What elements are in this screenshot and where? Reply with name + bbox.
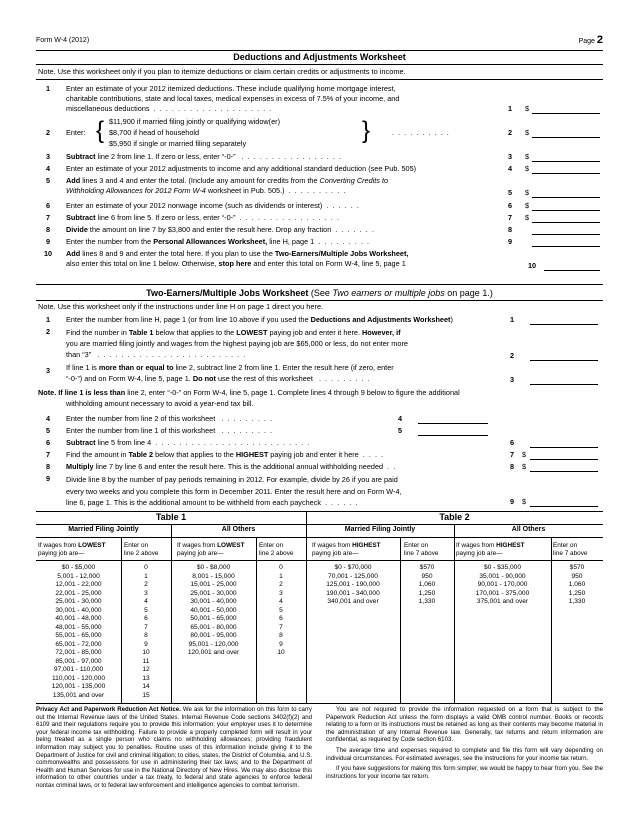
table-cell-range: 340,001 and over — [327, 598, 379, 605]
t2-mfj-values — [400, 564, 454, 700]
ded-line-8-field[interactable] — [532, 225, 600, 235]
table-cell-range: 65,001 - 72,000 — [55, 640, 102, 648]
table-cell-range: 375,001 and over — [476, 598, 529, 605]
t1-mfj-heading: Married Filing Jointly — [68, 526, 139, 533]
table-cell-range: 25,001 - 30,000 — [55, 598, 102, 605]
paperwork-notice: You are not required to provide the information requested on a form that is subject to the Paperwork Reduction Act unless the form displays a valid OMB control number. Books or records relating to a form or its instructions must be retained as long as their contents may become material in the administration of any Internal Revenue law. Generally, tax returns and return information are confidential, as required by Code section 6103. The average time and expenses required to complete and file this form will vary depending on individual circumstances. For estimated averages, see the instructions for your income tax return. If you have suggestions for making this form simpler, we would be happy to hear from you. See the instructions for your income tax return. — [326, 706, 603, 780]
table-cell-range: 12,001 - 22,000 — [55, 581, 102, 588]
two-note-2: Note. If line 1 is less than line 2, enter “-0-” on Form W-4, line 5, page 1. Complete lines 4 through 9 below to figure the additional withholding amount necessary to avoid a year-end tax bill. — [38, 388, 460, 408]
t1-oth-values — [256, 564, 306, 700]
table-cell-range: 135,001 and over — [52, 691, 105, 699]
table-cell-range: 120,001 - 135,000 — [51, 683, 106, 690]
table-cell-range: 50,001 - 65,000 — [190, 615, 237, 622]
two-line-7-field[interactable] — [530, 450, 598, 460]
table-cell-value: 1,060 — [568, 581, 586, 588]
two-line-9-field[interactable] — [530, 497, 598, 507]
table-cell-value: $570 — [419, 564, 435, 571]
table-cell-range: 190,001 - 340,000 — [326, 589, 380, 597]
table-cell-value: 7 — [144, 623, 148, 631]
two-line-6-field[interactable] — [530, 438, 598, 448]
table-cell-value: 9 — [279, 640, 283, 648]
t1-mfj-enter-header: Enter on line 2 above — [124, 542, 159, 557]
table-cell-range: 110,001 - 120,000 — [51, 674, 106, 682]
table-cell-value: 2 — [279, 581, 283, 588]
ded-line-1: 1 Enter an estimate of your 2012 itemized deductions. These include qualifying home mortgage interest, charitable contributions, state and local taxes, medical expenses in excess of 7.5% of your income, and miscellaneous deductions . . . . . . . . . . . . . . . . . . . . 1 $ — [36, 84, 603, 114]
table-cell-value: 1,060 — [418, 581, 436, 588]
t2-oth-enter-header: Enter on line 7 above — [553, 542, 588, 557]
table-cell-range: 70,001 - 125,000 — [328, 572, 378, 580]
t2-mfj-enter-header: Enter on line 7 above — [404, 542, 439, 557]
footer-rule — [36, 703, 603, 704]
section-rule — [36, 284, 603, 285]
ded-line-2: 2 Enter: { $11,900 if married filing jointly or qualifying widow(er) $8,700 if head of household $5,950 if single or married filing separately } . . . . . . . . . . 2 $ — [36, 116, 603, 150]
deductions-note: Note. Use this worksheet only if you plan to itemize deductions or claim certain credits or adjustments to income. — [38, 67, 406, 76]
table-cell-range: 95,001 - 120,000 — [188, 640, 239, 648]
two-line-1-field[interactable] — [530, 315, 598, 325]
table-cell-value: 12 — [142, 666, 150, 673]
table-cell-range: 30,001 - 40,000 — [190, 598, 237, 605]
form-name: Form W-4 (2012) — [36, 37, 90, 44]
ded-line-3-field[interactable] — [532, 152, 600, 162]
table-cell-range: 55,001 - 65,000 — [55, 632, 102, 639]
table-cell-value: 950 — [421, 572, 433, 580]
table-cell-value: 14 — [142, 683, 150, 690]
ded-line-5-field[interactable] — [532, 188, 600, 198]
divider — [36, 300, 603, 301]
table-cell-value: 4 — [144, 598, 148, 605]
table-cell-value: 5 — [279, 606, 283, 614]
ded-line-5: 5 Add lines 3 and 4 and enter the total. (Include any amount for credits from the Converting Credits to Withholding Allowances for 2012 Form W-4 worksheet in Pub. 505.) . . . . . . . . . . 5 $ — [36, 176, 603, 200]
two-line-2-field[interactable] — [530, 351, 598, 361]
t1-oth-ranges — [171, 564, 256, 700]
table-cell-value: 1 — [279, 572, 283, 580]
t2-mfj-ranges — [306, 564, 400, 700]
ded-line-7-field[interactable] — [532, 213, 600, 223]
table-cell-range: 65,001 - 80,000 — [190, 623, 237, 631]
table-cell-value: 3 — [279, 589, 283, 597]
table-cell-value: 10 — [142, 649, 150, 656]
ded-line-6-field[interactable] — [532, 201, 600, 211]
two-note: Note. Use this worksheet only if the instructions under line H on page 1 direct you here. — [38, 302, 324, 311]
table-cell-value: 5 — [144, 606, 148, 614]
divider — [36, 64, 603, 65]
two-line-5-field[interactable] — [418, 426, 488, 436]
table-cell-value: 7 — [279, 623, 283, 631]
table-cell-range: 120,001 and over — [187, 649, 240, 656]
divider — [36, 79, 603, 80]
t2-others-heading: All Others — [511, 526, 546, 533]
table-cell-range: 72,001 - 85,000 — [55, 649, 102, 656]
t2-oth-wages-header: If wages from HIGHEST paying job are— — [456, 542, 525, 557]
table-cell-value: $570 — [569, 564, 585, 571]
table-cell-range: $0 - $5,000 — [61, 564, 96, 571]
table-cell-range: 8,001 - 15,000 — [192, 572, 235, 580]
table-cell-value: 6 — [144, 615, 148, 622]
table-cell-range: $0 - $8,000 — [196, 564, 231, 571]
t1-oth-enter-header: Enter on line 2 above — [259, 542, 294, 557]
ded-line-2-field[interactable] — [532, 128, 600, 138]
table-cell-value: 11 — [142, 657, 150, 665]
t1-mfj-wages-header: If wages from LOWEST paying job are— — [38, 542, 106, 557]
two-line-3: 3 If line 1 is more than or equal to line 2, subtract line 2 from line 1. Enter the result here (if zero, enter “-0-”) and on Form W-4, line 5, page 1. Do not use the rest of this worksheet . . . . . . . . . 3 — [36, 362, 603, 386]
t1-mfj-ranges — [36, 564, 121, 700]
t2-oth-values — [551, 564, 603, 700]
table-cell-value: 2 — [144, 581, 148, 588]
table-cell-value: 0 — [144, 564, 148, 571]
privacy-act-notice: Privacy Act and Paperwork Reduction Act Notice. We ask for the information on this form to carry out the Internal Revenue laws of the United States. Internal Revenue Code sections 3402(f)(2) and 6109 and their regulations require you to provide this information; your employer uses it to determine your federal income tax withholding. Failure to provide a properly completed form will result in your being treated as a single person who claims no withholding allowances; providing fraudulent information may subject you to penalties. Routine uses of this information include giving it to the Department of Justice for civil and criminal litigation; to cities, states, the District of Columbia, and U.S. commonwealths and possessions for use in administering their tax laws; and to the Department of Health and Human Services for use in the National Directory of New Hires. We may also disclose this information to other countries under a tax treaty, to federal and state agencies to enforce federal nontax criminal laws, or to federal law enforcement and intelligence agencies to combat terrorism. — [36, 706, 312, 789]
table-cell-value: 3 — [144, 589, 148, 597]
ded-line-10-field[interactable] — [544, 261, 600, 271]
table-cell-range: 85,001 - 97,000 — [55, 657, 102, 665]
two-line-2: 2 Find the number in Table 1 below that applies to the LOWEST paying job and enter it here. However, if you are married filing jointly and wages from the highest paying job are $65,000 or less, do not enter more than “3” . . . . . . . . . . . . . . . . . . . . . . . . . 2 — [36, 327, 603, 361]
table-cell-value: 1,250 — [568, 589, 586, 597]
table-cell-range: $0 - $70,000 — [334, 564, 372, 571]
table-cell-range: 30,001 - 40,000 — [55, 606, 102, 614]
table-cell-value: 0 — [279, 564, 283, 571]
two-line-3-field[interactable] — [530, 375, 598, 385]
table-cell-range: 97,001 - 110,000 — [53, 666, 104, 673]
ded-line-4-field[interactable] — [532, 164, 600, 174]
table-cell-value: 10 — [277, 649, 285, 656]
deductions-worksheet-title: Deductions and Adjustments Worksheet — [233, 52, 406, 62]
two-line-4-field[interactable] — [418, 414, 488, 424]
t2-mfj-heading: Married Filing Jointly — [344, 526, 416, 533]
two-earners-title: Two-Earners/Multiple Jobs Worksheet (See Two earners or multiple jobs on page 1.) — [146, 288, 493, 298]
ded-line-9-field[interactable] — [532, 237, 600, 247]
table-cell-value: 1,250 — [418, 589, 436, 597]
table-cell-value: 1,330 — [418, 598, 436, 605]
table-cell-value: 1 — [144, 572, 148, 580]
table-cell-range: 80,001 - 95,000 — [190, 632, 237, 639]
table-cell-range: 25,001 - 30,000 — [190, 589, 237, 597]
two-line-9: 9 Divide line 8 by the number of pay periods remaining in 2012. For example, divide by 26 if you are paid every two weeks and you complete this form in December 2011. Enter the result here and on Form W-4, line 6, page 1. This is the additional amount to be withheld from each paycheck . . . . . . 9 $ — [36, 474, 603, 510]
table-cell-value: 15 — [142, 691, 150, 699]
table-2-title: Table 2 — [439, 512, 470, 522]
table-cell-value: 4 — [279, 598, 283, 605]
page-number: Page 2 — [578, 34, 603, 46]
table-cell-value: 13 — [142, 674, 150, 682]
t1-others-heading: All Others — [221, 526, 256, 533]
t2-mfj-wages-header: If wages from HIGHEST paying job are— — [312, 542, 381, 557]
table-cell-range: 35,001 - 90,000 — [479, 572, 526, 580]
table-cell-range: 90,001 - 170,000 — [477, 581, 528, 588]
two-line-8-field[interactable] — [530, 462, 598, 472]
ded-line-10: 10 Add lines 8 and 9 and enter the total here. If you plan to use the Two-Earners/Multiple Jobs Worksheet, also enter this total on line 1 below. Otherwise, stop here and enter this total on Form W-4, line 5, page 1 10 — [36, 249, 603, 273]
table-cell-value: 9 — [144, 640, 148, 648]
table-cell-range: 170,001 - 375,000 — [475, 589, 530, 597]
t2-oth-ranges — [454, 564, 551, 700]
t1-mfj-values — [121, 564, 171, 700]
top-rule — [36, 50, 603, 51]
table-cell-range: 22,001 - 25,000 — [55, 589, 102, 597]
ded-line-1-field[interactable] — [532, 104, 600, 114]
table-cell-range: 40,001 - 48,000 — [55, 615, 102, 622]
table-cell-value: 1,330 — [568, 598, 586, 605]
table-cell-value: 950 — [571, 572, 583, 580]
table-cell-range: 125,001 - 190,000 — [326, 581, 380, 588]
table-cell-range: 5,001 - 12,000 — [57, 572, 100, 580]
table-cell-value: 6 — [279, 615, 283, 622]
table-cell-range: 40,001 - 50,000 — [190, 606, 237, 614]
form-header — [36, 34, 603, 49]
table-cell-value: 8 — [279, 632, 283, 639]
table-1-title: Table 1 — [155, 512, 187, 522]
t1-oth-wages-header: If wages from LOWEST paying job are— — [177, 542, 245, 557]
table-cell-value: 8 — [144, 632, 148, 639]
table-cell-range: 48,001 - 55,000 — [55, 623, 102, 631]
table-cell-range: $0 - $35,000 — [483, 564, 522, 571]
table-cell-range: 15,001 - 25,000 — [190, 581, 237, 588]
